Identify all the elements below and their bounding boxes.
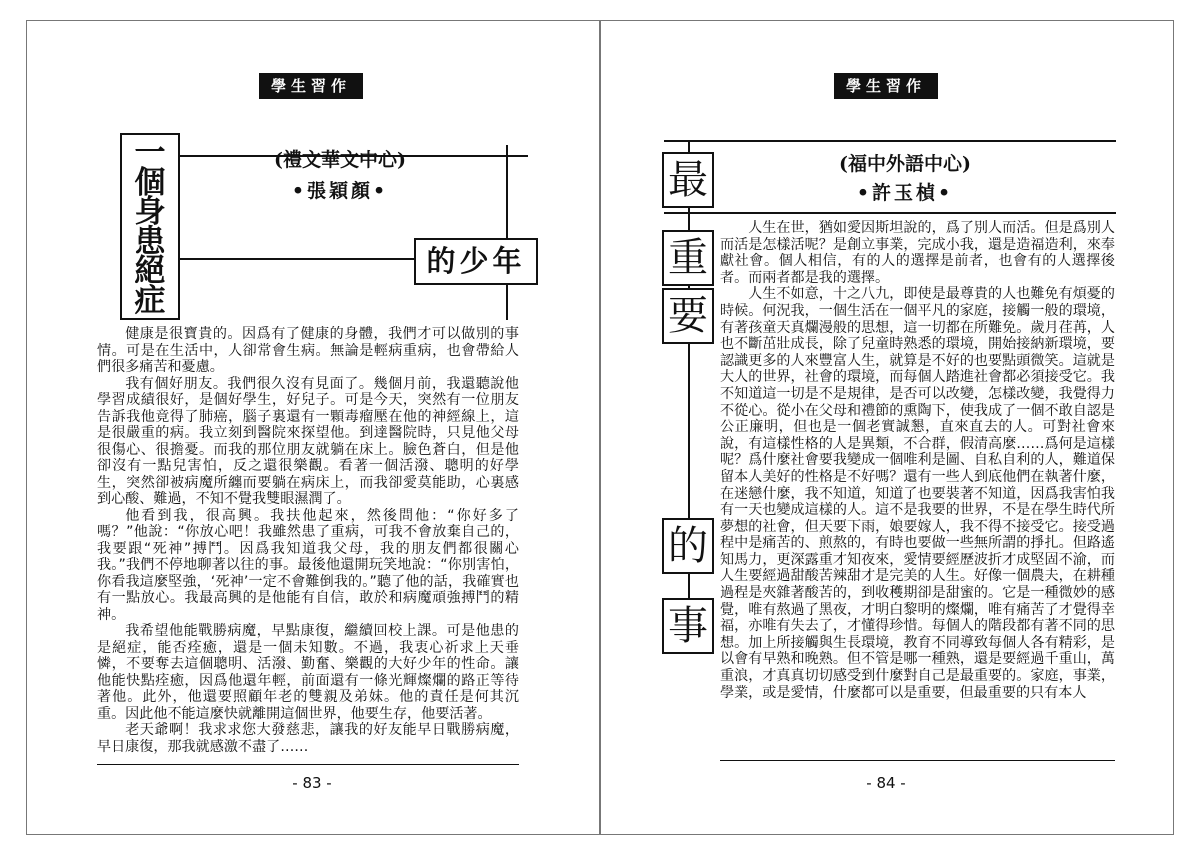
right-second-rule <box>664 212 1116 214</box>
right-bottom-rule <box>720 760 1115 761</box>
paragraph: 人生在世，猶如愛因斯坦說的，爲了別人而活。但是爲別人而活是怎樣活呢？是創立事業，完成小我，還是造福造利，來奉獻社會。個人相信，有的人的選擇是前者，也會有的人選擇後者。而兩者都是我的選擇。 <box>720 220 1115 286</box>
title-char: 個 <box>134 164 166 201</box>
right-school: (福中外語中心) <box>839 153 971 175</box>
left-horizontal-title: 的少年 <box>414 238 538 285</box>
left-page-number: - 83 - <box>292 774 332 792</box>
left-vertical-title <box>120 133 180 320</box>
paragraph: 他看到我，很高興。我扶他起來，然後問他：“你好多了嗎？”他說：“你放心吧！我雖然患了重病，可我不會放棄自己的，我要跟“死神”搏鬥。因爲我知道我父母，我的朋友們都很關心我。”我們不停地聊著以往的事。最後他還開玩笑地說：“你別害怕，你看我這麼堅強，‘死神’一定不會難倒我的。”聽了他的話，我確實也有一點放心。我最高興的是他能有自信，敢於和病魔頑強搏鬥的精神。 <box>97 507 519 623</box>
right-page-number: - 84 - <box>866 774 906 792</box>
paragraph: 人生不如意，十之八九，即使是最尊貴的人也難免有煩憂的時候。何況我，一個生活在一個平凡的家庭，接觸一般的環境，有著孩童天真爛漫般的思想，這一切都在所難免。歲月荏苒，人也不斷茁壯成長，除了兒童時熟悉的環境，開始接納新環境，要認識更多的人來豐富人生，就算是不好的也要點頭微笑。這就是大人的世界，社會的環境，而每個人踏進社會都必須接受它。我不知道這一切是不是規律，是否可以改變，怎樣改變，我覺得力不從心。從小在父母和禮節的熏陶下，使我成了一個不敢自認是公正廉明，但也是一個老實誠懇，直來直去的人。可對社會來說，有這樣性格的人是異類，不合群，假清高麼……爲何是這樣呢？爲什麼社會要我變成一個唯利是圖、自私自利的人，難道保留本人美好的性格是不好嗎？還有一些人到底他們在執著什麼，在迷戀什麼，我不知道，知道了也要裝著不知道，因爲我害怕我有一天也變成這樣的人。這不是我要的世界，不是在學生時代所夢想的社會，但天要下雨，娘要嫁人，我不得不接受它。接受過程中是痛苦的、煎熬的，有時也要做一些無所謂的掙扎。但路遙知馬力，更深露重才知夜來，愛情要經歷波折才成堅固不渝，而人生要經過甜酸苦辣甜才是完美的人生。好像一個農夫，在耕種過程是夾雜著酸苦的，到收穫期卻是甜蜜的。它是一種微妙的感覺，唯有熬過了黑夜，才明白黎明的燦爛，唯有痛苦了才覺得幸福，亦唯有失去了，才懂得珍惜。每個人的階段都有著不同的思想。加上所接觸與生長環境，教育不同導致每個人各有精彩，是以會有早熟和晚熟。但不管是哪一種熟，還是要經過千重山，萬重浪，才真真切切感受到什麼對自己是最重要的。家庭，事業，學業，或是愛情，什麼都可以是重要，但最重要的只有本人 <box>720 286 1115 701</box>
title-char-box: 最 <box>662 152 714 208</box>
title-char: 絕 <box>134 253 166 289</box>
left-mid-rule <box>167 258 415 260</box>
paragraph: 健康是很寶貴的。因爲有了健康的身體，我們才可以做別的事情。可是在生活中，人卻常會生病。無論是輕病重病，也會帶給人們很多痛苦和憂慮。 <box>97 326 519 375</box>
paragraph: 我有個好朋友。我們很久沒有見面了。幾個月前，我還聽說他學習成績很好，是個好學生，好兒子。可是今天，突然有一位朋友告訴我他竟得了肺癌，腦子裏還有一顆毒瘤壓在他的神經線上，這是很嚴重的病。我立刻到醫院來探望他。到達醫院時，只見他父母很傷心、很擔憂。而我的那位朋友就躺在床上。臉色蒼白，但是他卻沒有一點兒害怕，反之還很樂觀。看著一個活潑、聰明的好學生，突然卻被病魔所纏而要躺在病床上，而我卻愛莫能助，心裏感到心酸、難過，不知不覺我雙眼濕潤了。 <box>97 375 519 507</box>
paragraph: 老天爺啊！我求求您大發慈悲，讓我的好友能早日戰勝病魔，早日康復，那我就感激不盡了…… <box>97 722 519 755</box>
left-author: •張穎顏• <box>291 180 389 202</box>
left-school: (禮文華文中心) <box>274 149 406 171</box>
title-char-box: 要 <box>662 288 714 344</box>
paragraph: 我希望他能戰勝病魔，早點康復，繼續回校上課。可是他患的是絕症，能否痊癒，還是一個未知數。不過，我衷心祈求上天垂憐，不要奪去這個聰明、活潑、勤奮、樂觀的大好少年的性命。讓他能快點痊癒，因爲他還年輕，前面還有一條光輝燦爛的路正等待著他。此外，他還要照顧年老的雙親及弟妹。他的責任是何其沉重。因此他不能這麼快就離開這個世界，他要生存，他要活著。 <box>97 623 519 722</box>
title-char: 症 <box>134 282 166 319</box>
left-article-body <box>97 326 519 766</box>
title-char: 身 <box>134 194 166 230</box>
right-author: •許玉楨• <box>856 182 954 204</box>
left-vertical-rule <box>506 145 508 320</box>
left-banner: 學生習作 <box>259 73 363 99</box>
title-char-box: 事 <box>662 598 714 654</box>
right-article-body <box>720 220 1115 760</box>
title-char-box: 重 <box>662 230 714 286</box>
left-bottom-rule <box>97 764 519 765</box>
title-char: 患 <box>134 223 166 260</box>
right-top-rule <box>664 140 1116 142</box>
right-banner: 學生習作 <box>834 73 938 99</box>
title-char-box: 的 <box>662 518 714 574</box>
title-char: 一 <box>134 135 166 171</box>
